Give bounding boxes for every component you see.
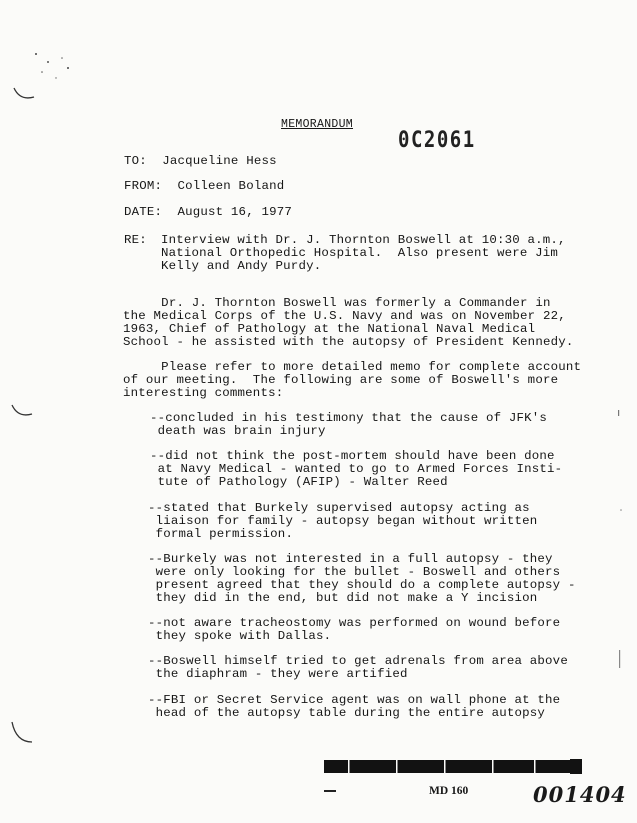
comment-line: --concluded in his testimony that the cause of JFK's	[150, 411, 548, 425]
edge-specks-right	[612, 400, 632, 680]
to-line	[124, 155, 277, 168]
re-line: National Orthopedic Hospital. Also present were Jim	[161, 246, 559, 260]
footer-code: MD 160	[429, 785, 469, 797]
paragraph-line: Dr. J. Thornton Boswell was formerly a Commander in	[123, 296, 551, 310]
comment-line: liaison for family - autopsy began without written	[148, 514, 538, 528]
comment-line: --Burkely was not interested in a full autopsy - they	[148, 552, 553, 566]
comment-line: --stated that Burkely supervised autopsy acting as	[148, 501, 530, 515]
paragraph-line: of our meeting. The following are some of Boswell's more	[123, 373, 559, 387]
re-line: Interview with Dr. J. Thornton Boswell at 10:30 a.m.,	[161, 233, 566, 247]
comment-line: were only looking for the bullet - Boswell and others	[148, 565, 561, 579]
comment-line: --not aware tracheostomy was performed on wound before	[148, 616, 561, 630]
comment-line: tute of Pathology (AFIP) - Walter Reed	[150, 475, 448, 489]
from-label: FROM:	[124, 179, 163, 193]
comment-line: death was brain injury	[150, 424, 326, 438]
document-number-stamp: 0C2061	[398, 127, 476, 153]
comment-line: formal permission.	[148, 527, 294, 541]
comment-line: --did not think the post-mortem should have been done	[150, 449, 555, 463]
date-label: DATE:	[124, 205, 163, 219]
footer-dash	[324, 790, 336, 792]
from-line	[124, 180, 284, 193]
re-line: Kelly and Andy Purdy.	[161, 259, 322, 273]
comment-line: head of the autopsy table during the entire autopsy	[148, 706, 546, 720]
to-value: Jacqueline Hess	[162, 154, 277, 168]
re-label: RE:	[124, 233, 147, 247]
paragraph-line: the Medical Corps of the U.S. Navy and was on November 22,	[123, 309, 566, 323]
memo-title: MEMORANDUM	[281, 118, 354, 131]
binder-hole-mark-middle	[8, 402, 38, 422]
from-value: Colleen Boland	[177, 179, 285, 193]
redaction-bar	[324, 759, 582, 774]
paragraph-line: Please refer to more detailed memo for complete account	[123, 360, 582, 374]
comment-line: --Boswell himself tried to get adrenals from area above	[148, 654, 568, 668]
paragraph-line: 1963, Chief of Pathology at the National Naval Medical	[123, 322, 536, 336]
paragraph-line: School - he assisted with the autopsy of President Kennedy.	[123, 335, 574, 349]
comment-line: at Navy Medical - wanted to go to Armed Forces Insti-	[150, 462, 563, 476]
paragraph-line: interesting comments:	[123, 386, 284, 400]
comment-line: they spoke with Dallas.	[148, 629, 332, 643]
comment-line: the diaphram - they were artified	[148, 667, 408, 681]
binder-hole-mark-top	[10, 85, 40, 105]
binder-hole-mark-bottom	[8, 720, 38, 750]
date-value: August 16, 1977	[177, 205, 293, 219]
comment-line: --FBI or Secret Service agent was on wall phone at the	[148, 693, 561, 707]
comment-line: they did in the end, but did not make a Y incision	[148, 591, 538, 605]
comment-line: present agreed that they should do a complete autopsy -	[148, 578, 576, 592]
to-label: TO:	[124, 154, 147, 168]
date-line	[124, 206, 292, 219]
page-number-stamp: 001404	[533, 782, 627, 807]
scan-speck-marks	[28, 48, 88, 88]
